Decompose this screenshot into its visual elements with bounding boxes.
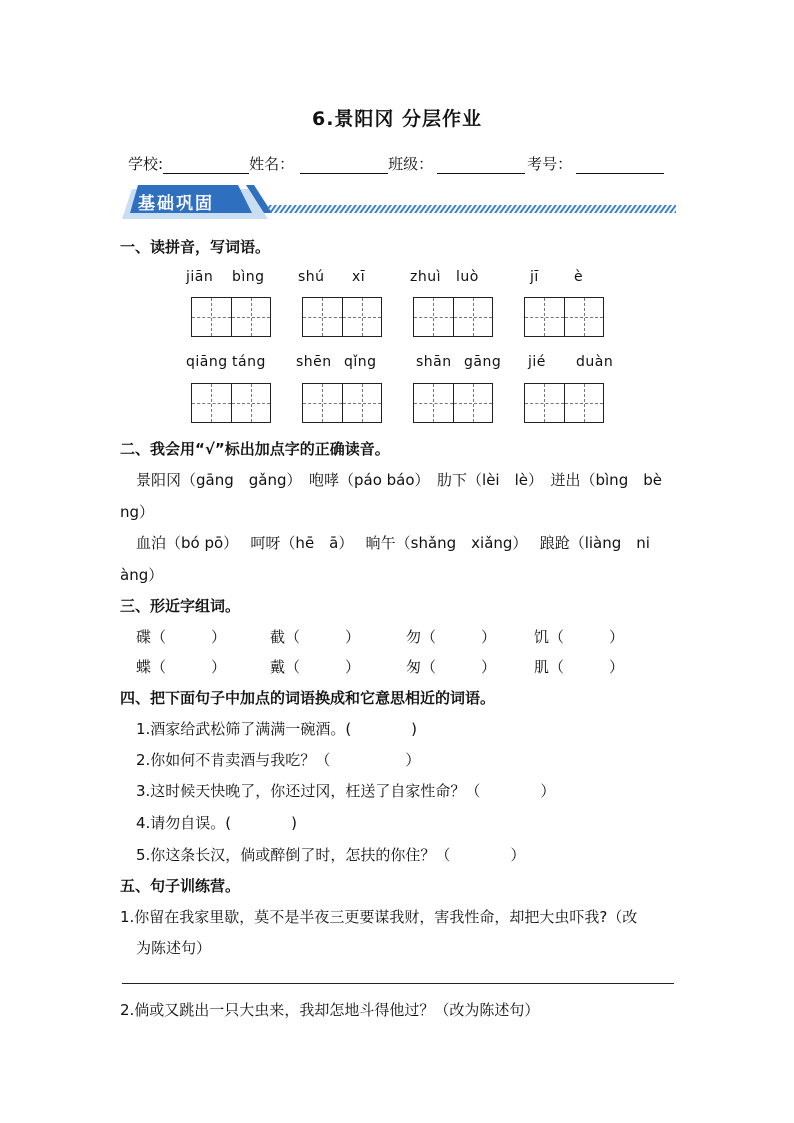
q4-heading: 四、把下面句子中加点的词语换成和它意思相近的词语。 [120, 689, 496, 707]
q5-item: 1.你留在我家里歇，莫不是半夜三更要谋我财，害我性命，却把大虫吓我?（改 [120, 908, 638, 926]
q5-heading: 五、句子训练营。 [120, 877, 241, 895]
writing-grid[interactable] [413, 383, 493, 423]
name-blank[interactable] [300, 155, 388, 174]
pinyin: luò [456, 269, 479, 285]
q2-heading: 二、我会用“√”标出加点字的正确读音。 [120, 440, 390, 458]
student-info-line [128, 153, 664, 174]
answer-line[interactable] [122, 983, 674, 984]
pinyin: qiāng [186, 354, 228, 370]
writing-grid[interactable] [302, 297, 382, 337]
q4-item: 1.酒家给武松筛了满满一碗酒。( ) [136, 720, 418, 738]
class-label: 班级： [388, 155, 434, 173]
writing-grid[interactable] [191, 297, 271, 337]
pinyin: jī [530, 269, 539, 285]
pinyin: táng [232, 354, 266, 370]
q3-heading: 三、形近字组词。 [120, 597, 241, 615]
pinyin: bìng [232, 269, 265, 285]
q3-item: 匆（ ） [406, 658, 497, 676]
pinyin: è [574, 269, 584, 285]
class-blank[interactable] [437, 155, 525, 174]
name-label: 姓名： [249, 155, 295, 173]
q1-heading: 一、读拼音，写词语。 [120, 238, 271, 256]
school-blank[interactable] [163, 155, 249, 174]
pinyin: shú [298, 269, 325, 285]
q2-line: 血泊（bó pō） 呵呀（hē ā） 晌午（shǎng xiǎng） 踉跄（liàng ni [136, 534, 650, 552]
pinyin: xī [352, 269, 366, 285]
writing-grid[interactable] [524, 383, 604, 423]
q4-item: 4.请勿自误。( ) [136, 814, 298, 832]
pinyin: zhuì [410, 269, 441, 285]
q3-item: 饥（ ） [534, 628, 625, 646]
writing-grid[interactable] [524, 297, 604, 337]
school-label: 学校: [128, 155, 164, 173]
q4-item: 3.这时候天快晚了，你还过冈，枉送了自家性命？（ ） [136, 782, 556, 800]
q4-item: 5.你这条长汉，倘或醉倒了时，怎扶的你住？（ ） [136, 846, 526, 864]
q3-item: 截（ ） [270, 628, 361, 646]
writing-grid[interactable] [413, 297, 493, 337]
pinyin: jiān [186, 269, 214, 285]
q2-line: àng） [120, 566, 164, 584]
pinyin: shēn [296, 354, 332, 370]
pinyin: duàn [576, 354, 614, 370]
q3-item: 勿（ ） [406, 628, 497, 646]
q2-line: 景阳冈（gāng gǎng） 咆哮（páo báo） 肋下（lèi lè） 迸出（bìng bè [136, 471, 662, 489]
writing-grid[interactable] [191, 383, 271, 423]
exam-no-blank[interactable] [576, 155, 664, 174]
q3-item: 戴（ ） [270, 658, 361, 676]
q4-item: 2.你如何不肯卖酒与我吃？（ ） [136, 751, 421, 769]
pinyin: shān [416, 354, 452, 370]
q3-item: 肌（ ） [534, 658, 625, 676]
page-title: 6.景阳冈 分层作业 [311, 108, 483, 130]
q3-item: 蝶（ ） [136, 658, 227, 676]
q5-item: 为陈述句） [136, 939, 212, 957]
banner-label: 基础巩固 [138, 194, 214, 214]
pinyin: gāng [464, 354, 502, 370]
q2-line: ng） [120, 503, 155, 521]
writing-grid[interactable] [302, 383, 382, 423]
q5-item: 2.倘或又跳出一只大虫来，我却怎地斗得他过？（改为陈述句） [120, 1001, 540, 1019]
pinyin: qǐng [344, 354, 377, 370]
q3-item: 碟（ ） [136, 628, 227, 646]
exam-no-label: 考号： [527, 155, 573, 173]
pinyin: jié [528, 354, 546, 370]
